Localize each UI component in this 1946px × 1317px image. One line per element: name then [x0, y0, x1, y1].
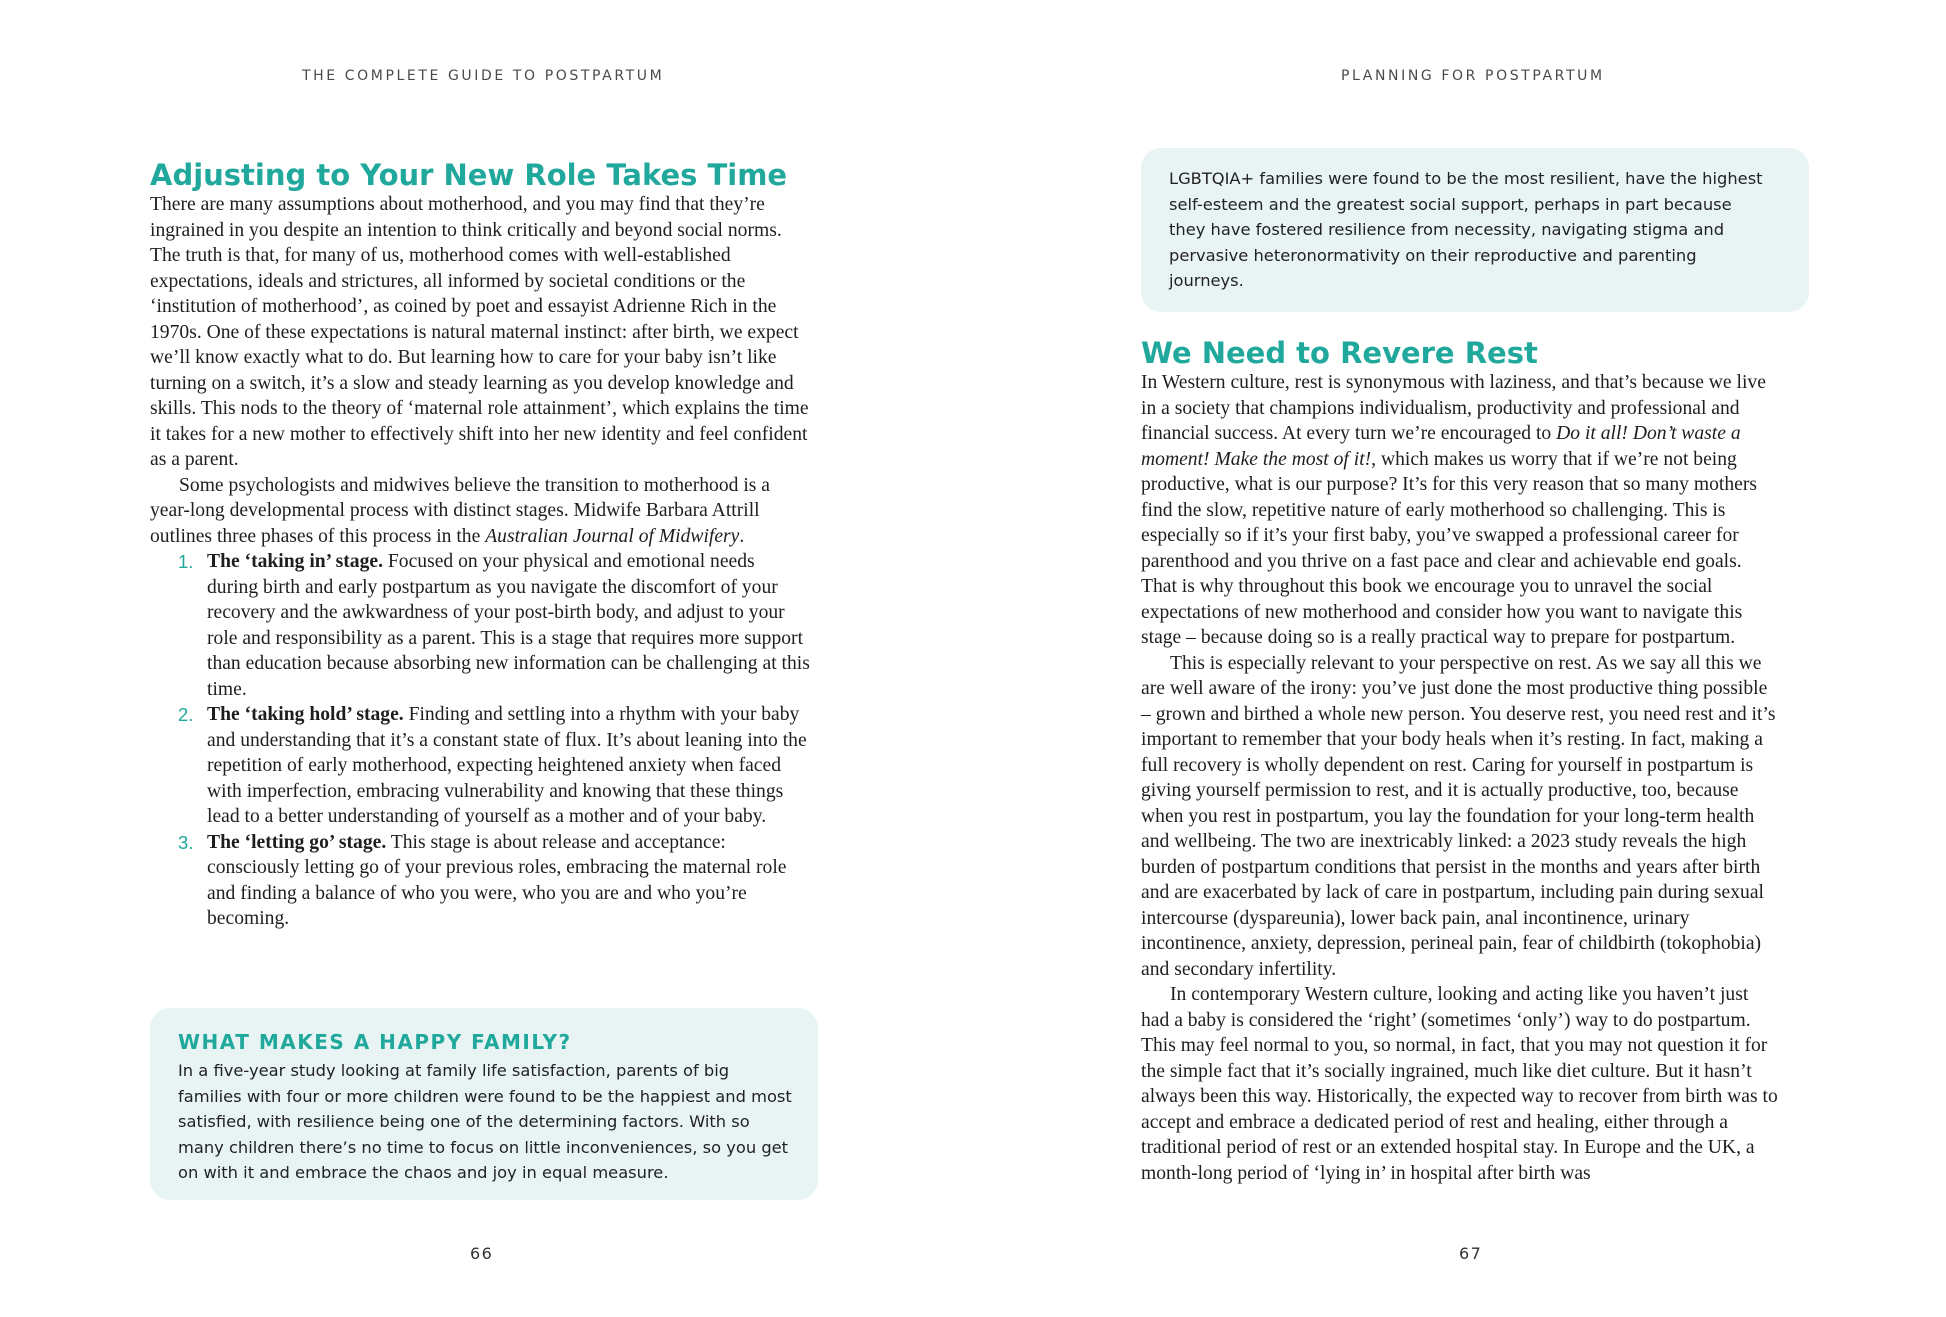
- callout-box: [150, 1008, 818, 1200]
- italic-quote: Do it all! Don’t waste a moment! Make the most of it!: [1141, 423, 1741, 470]
- list-item: [150, 830, 810, 932]
- body-paragraph: This is especially relevant to your perspective on rest. As we say all this we are well aware of the irony: you’ve just done the most productive thing possible – grown and birthed a whole new person. You deserve rest, you need rest and it’s important to remember that your body heals when it’s resting. In fact, making a full recovery is wholly dependent on rest. Caring for yourself in postpartum is giving yourself permission to rest, and it is actually productive, too, because when you rest in postpartum, you lay the foundation for your long-term health and wellbeing. The two are inextricably linked: a 2023 study reveals the high burden of postpartum conditions that persist in the months and years after birth and are exacerbated by lack of care in postpartum, including pain during sexual intercourse (dyspareunia), lower back pain, anal incontinence, urinary incontinence, anxiety, depression, perineal pain, fear of childbirth (tokophobia) and secondary infertility.: [1141, 652, 1776, 980]
- body-paragraph: [150, 473, 810, 550]
- section-heading: We Need to Revere Rest: [1141, 336, 1538, 370]
- body-paragraph: In contemporary Western culture, looking and acting like you haven’t just had a baby is considered the ‘right’ (sometimes ‘only’) way to do postpartum. This may feel normal to you, so normal, in fact, that you may not question it for the simple fact that it’s socially ingrained, much like diet culture. But it hasn’t always been this way. Historically, the expected way to recover from birth was to accept and embrace a dedicated period of rest and healing, either through a traditional period of rest or an extended hospital stay. In Europe and the UK, a month-long period of ‘lying in’ in hospital after birth was: [1141, 984, 1778, 1184]
- list-number: 2.: [178, 704, 194, 725]
- stage-title: The ‘taking hold’ stage.: [207, 704, 404, 725]
- stages-list: [150, 549, 810, 932]
- paragraph-text: , which makes us worry that if we’re not being productive, what is our purpose? It’s for this very reason that so many mothers find the slow, repetitive nature of early motherhood so challenging. This is especially so if it’s your first baby, you’ve swapped a professional career for parenthood and you thrive on a fast pace and clear and achievable end goals. That is why throughout this book we encourage you to unravel the social expectations of new motherhood and consider how you want to navigate this stage – because doing so is a really practical way to prepare for postpartum.: [1141, 448, 1757, 648]
- running-head: PLANNING FOR POSTPARTUM: [1341, 68, 1605, 84]
- page-number: 67: [1459, 1244, 1483, 1263]
- page-number: 66: [470, 1244, 494, 1263]
- left-column: [150, 158, 810, 932]
- body-paragraph: There are many assumptions about motherhood, and you may find that they’re ingrained in you despite an intention to think critically and beyond social norms. The truth is that, for many of us, motherhood comes with well-established expectations, ideals and strictures, all informed by societal conditions or the ‘institution of motherhood’, as coined by poet and essayist Adrienne Rich in the 1970s. One of these expectations is natural maternal instinct: after birth, we expect we’ll know exactly what to do. But learning how to care for your baby isn’t like turning on a switch, it’s a slow and steady learning as you develop knowledge and skills. This nods to the theory of ‘maternal role attainment’, which explains the time it takes for a new mother to effectively shift into her new identity and feel confident as a parent.: [150, 194, 809, 470]
- stage-text: Finding and settling into a rhythm with your baby and understanding that it’s a constant state of flux. It’s about leaning into the repetition of early motherhood, expecting heightened anxiety when faced with imperfection, embracing vulnerability and knowing that these things lead to a better understanding of yourself as a mother and of your baby.: [207, 704, 807, 827]
- paragraph-text: Some psychologists and midwives believe the transition to motherhood is a year-long developmental process with distinct stages. Midwife Barbara Attrill outlines three phases of this process in the: [150, 474, 770, 547]
- paragraph-text: .: [739, 525, 745, 547]
- right-page: [973, 0, 1946, 1317]
- right-column: [1141, 336, 1781, 1186]
- stage-text: This stage is about release and acceptance: consciously letting go of your previous roles, embracing the maternal role and finding a balance of who you were, who you are and who you’re becoming.: [207, 831, 787, 929]
- paragraph-text: In Western culture, rest is synonymous with laziness, and that’s because we live in a society that champions individualism, productivity and professional and financial success. At every turn we’re encouraged to: [1141, 372, 1766, 444]
- stage-title: The ‘taking in’ stage.: [207, 551, 383, 572]
- callout-title: WHAT MAKES A HAPPY FAMILY?: [178, 1030, 572, 1054]
- list-item: [150, 702, 810, 830]
- callout-body: In a five-year study looking at family life satisfaction, parents of big families with four or more children were found to be the happiest and most satisfied, with resilience being one of the determining factors. With so many children there’s no time to focus on little inconveniences, so you get on with it and embrace the chaos and joy in equal measure.: [178, 1061, 792, 1182]
- section-heading: Adjusting to Your New Role Takes Time: [150, 158, 788, 192]
- callout-body: LGBTQIA+ families were found to be the most resilient, have the highest self-esteem and the greatest social support, perhaps in part because they have fostered resilience from necessity, navigating stigma and pervasive heteronormativity on their reproductive and parenting journeys.: [1169, 169, 1763, 290]
- list-item: [150, 549, 810, 702]
- stage-text: Focused on your physical and emotional needs during birth and early postpartum as you navigate the discomfort of your recovery and the awkwardness of your post-birth body, and adjust to your role and responsibility as a parent. This is a stage that requires more support than education because absorbing new information can be challenging at this time.: [207, 551, 810, 700]
- journal-title: Australian Journal of Midwifery: [485, 525, 740, 547]
- callout-box: [1141, 148, 1809, 312]
- stage-title: The ‘letting go’ stage.: [207, 831, 387, 853]
- list-number: 1.: [178, 551, 194, 572]
- body-paragraph: [1141, 370, 1781, 651]
- list-number: 3.: [178, 831, 194, 853]
- running-head: THE COMPLETE GUIDE TO POSTPARTUM: [302, 68, 665, 84]
